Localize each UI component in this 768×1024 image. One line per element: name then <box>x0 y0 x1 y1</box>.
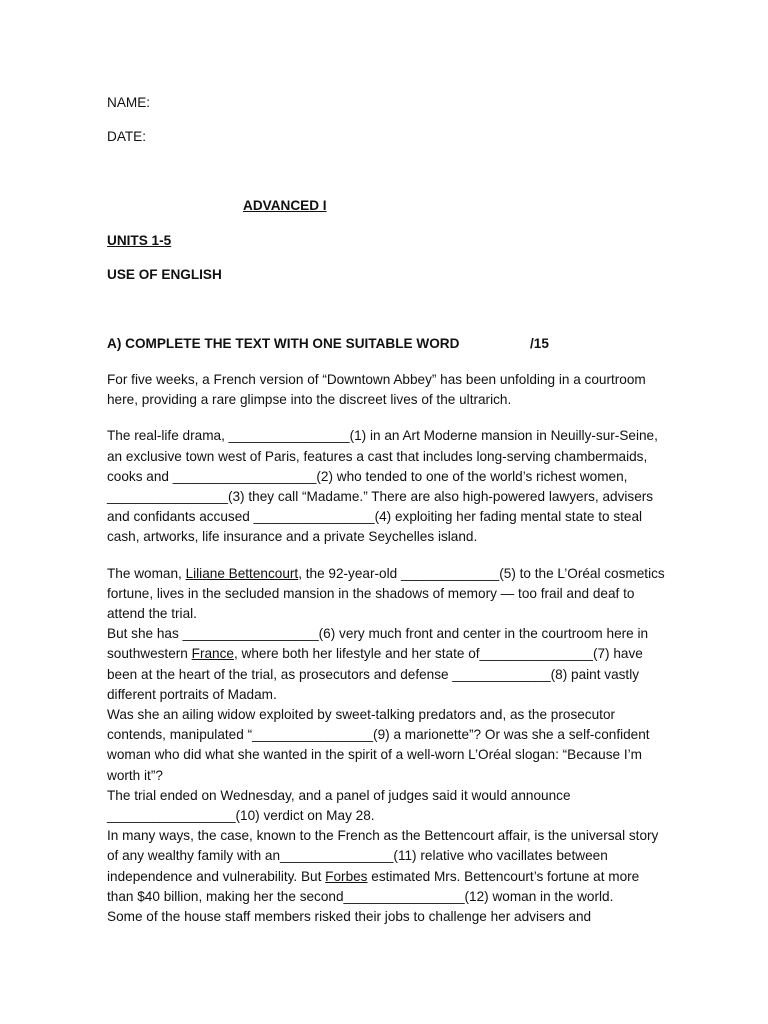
subject-heading: USE OF ENGLISH <box>107 267 222 282</box>
link-forbes[interactable]: Forbes <box>325 868 368 884</box>
paragraph-7 <box>107 826 667 907</box>
paragraph-3 <box>107 564 667 625</box>
link-liliane-bettencourt[interactable]: Liliane Bettencourt <box>185 565 299 581</box>
paragraph-4 <box>107 624 667 705</box>
name-label: NAME: <box>107 95 151 110</box>
paragraph-8: Some of the house staff members risked their jobs to challenge her advisers and <box>107 909 592 925</box>
paragraph-7-start: In many ways, the case, known to the French as the Bettencourt affair, is the universal story of any wealthy family with an_______________(11) relative who vacillates between independence and vulnerability. But <box>107 828 659 884</box>
document-title: ADVANCED I <box>243 198 327 213</box>
section-a-score: /15 <box>530 336 549 351</box>
paragraph-3-end: , the 92-year-old _____________(5) to the L’Oréal cosmetics fortune, lives in the secluded mansion in the shadows of memory — too frail and deaf to attend the trial. <box>107 565 665 622</box>
paragraph-3-start: The woman, <box>107 565 186 581</box>
paragraph-4-end: , where both her lifestyle and her state of_______________(7) have been at the heart of the trial, as prosecutors and defense _____________(8) paint vastly different portraits of Madam. <box>107 646 643 702</box>
paragraph-5: Was she an ailing widow exploited by sweet-talking predators and, as the prosecutor contends, manipulated “________________(9) a marionette”? Or was she a self-confident woman who did what she wanted in the spirit of a well-worn L’Oréal slogan: “Because I’m worth it”? <box>107 707 650 783</box>
section-a-heading <box>107 334 567 354</box>
section-a-title: A) COMPLETE THE TEXT WITH ONE SUITABLE WORD <box>107 336 460 351</box>
paragraph-1: For five weeks, a French version of “Downtown Abbey” has been unfolding in a courtroom here, providing a rare glimpse into the discreet lives of the ultrarich. <box>107 372 646 408</box>
paragraph-6: The trial ended on Wednesday, and a panel of judges said it would announce _________________(10) verdict on May 28. <box>107 787 571 824</box>
paragraph-4-start: But she has __________________(6) very much front and center in the courtroom here in southwestern <box>107 626 649 662</box>
date-label: DATE: <box>107 129 147 144</box>
link-france[interactable]: France <box>191 646 234 662</box>
paragraph-2: The real-life drama, ________________(1) in an Art Moderne mansion in Neuilly-sur-Seine, an exclusive town west of Paris, features a cast that includes long-serving chambermaids, cooks and ___________________(2) who tended to one of the world’s richest women, ________________(3) they call “Madame.” There are also high-powered lawyers, advisers and confidants accused ________________(4) exploiting her fading mental state to steal cash, artworks, life insurance and a private Seychelles island. <box>107 428 658 545</box>
exercise-text <box>107 370 667 927</box>
paragraph-7-end: estimated Mrs. Bettencourt’s fortune at more than $40 billion, making her the second________________(12) woman in the world. <box>107 868 640 904</box>
units-heading: UNITS 1-5 <box>107 233 172 248</box>
